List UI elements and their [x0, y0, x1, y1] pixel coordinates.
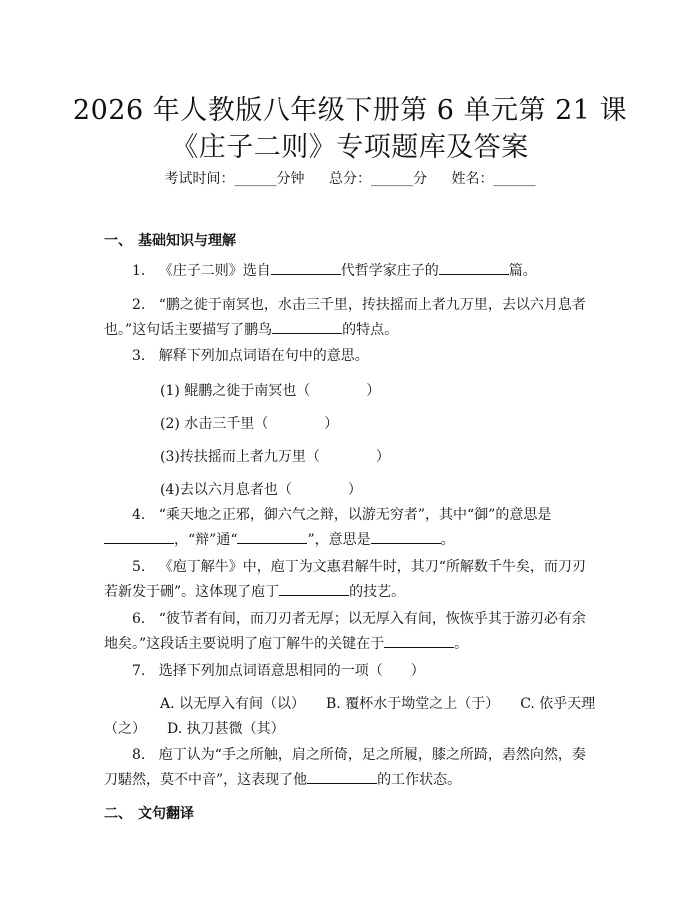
answer-blank: [272, 319, 342, 334]
student-name: 姓名：______: [451, 171, 536, 187]
question-7-options: A. 以无厚入有间（以） B. 覆杯水于坳堂之上（于） C. 依乎天理（之） D. 执刀甚微（其）: [104, 696, 596, 737]
exam-info: [0, 168, 700, 188]
student-name-blank: ______: [493, 171, 536, 187]
answer-blank: [104, 529, 174, 544]
question-6: 6. “彼节者有间，而刀刃者无厚；以无厚入有间，恢恢乎其于游刃必有余地矣。”这段话主要说明了庖丁解牛的关键在于 。: [104, 611, 586, 652]
question-3: 3. 解释下列加点词语在句中的意思。: [132, 348, 369, 364]
total-score: 总分：______分: [329, 171, 427, 187]
question-3-item-3: (3)抟扶摇而上者九万里（ ）: [160, 449, 390, 465]
section-heading-1: 一、 基础知识与理解: [104, 233, 236, 249]
question-3-item-2: (2) 水击三千里（ ）: [160, 416, 339, 432]
answer-blank: [439, 260, 509, 275]
question-5: 5. 《庖丁解牛》中，庖丁为文惠君解牛时，其刀“所解数千牛矣，而刀刃若新发于硎”。这体现了庖丁 的技艺。: [104, 559, 586, 600]
answer-blank: [237, 529, 307, 544]
question-4: 4. “乘天地之正邪，御六气之辩，以游无穷者”，其中“御”的意思是，“辩”通“ ”，意思是 。: [104, 503, 596, 553]
answer-blank: [384, 633, 454, 648]
question-7: 7. 选择下列加点词语意思相同的一项（ ）: [132, 663, 425, 679]
question-3-item-4: (4)去以六月息者也（ ）: [160, 482, 362, 498]
answer-blank: [279, 581, 349, 596]
answer-blank: [271, 260, 341, 275]
exam-time: 考试时间：______分钟: [164, 171, 305, 187]
exam-time-blank: ______: [234, 171, 277, 187]
answer-blank: [371, 529, 441, 544]
section-heading-2: 二、 文句翻译: [104, 806, 194, 822]
total-score-blank: ______: [371, 171, 413, 187]
document-title-line-2: 《庄子二则》专项题库及答案: [171, 132, 529, 163]
answer-blank: [307, 769, 377, 784]
document-title-line-1: 2026 年人教版八年级下册第 6 单元第 21 课: [72, 95, 628, 126]
question-8: 8. 庖丁认为“手之所触，肩之所倚，足之所履，膝之所踦，砉然向然，奏刀騞然，莫不中音”，这表现了他 的工作状态。: [104, 747, 586, 788]
question-1: 1. 《庄子二则》选自 代哲学家庄子的 篇。: [104, 259, 596, 284]
question-3-item-1: (1) 鲲鹏之徙于南冥也（ ）: [160, 383, 381, 399]
question-2: 2. “鹏之徙于南冥也，水击三千里，抟扶摇而上者九万里，去以六月息者也。”这句话主要描写了鹏鸟 的特点。: [104, 297, 586, 338]
